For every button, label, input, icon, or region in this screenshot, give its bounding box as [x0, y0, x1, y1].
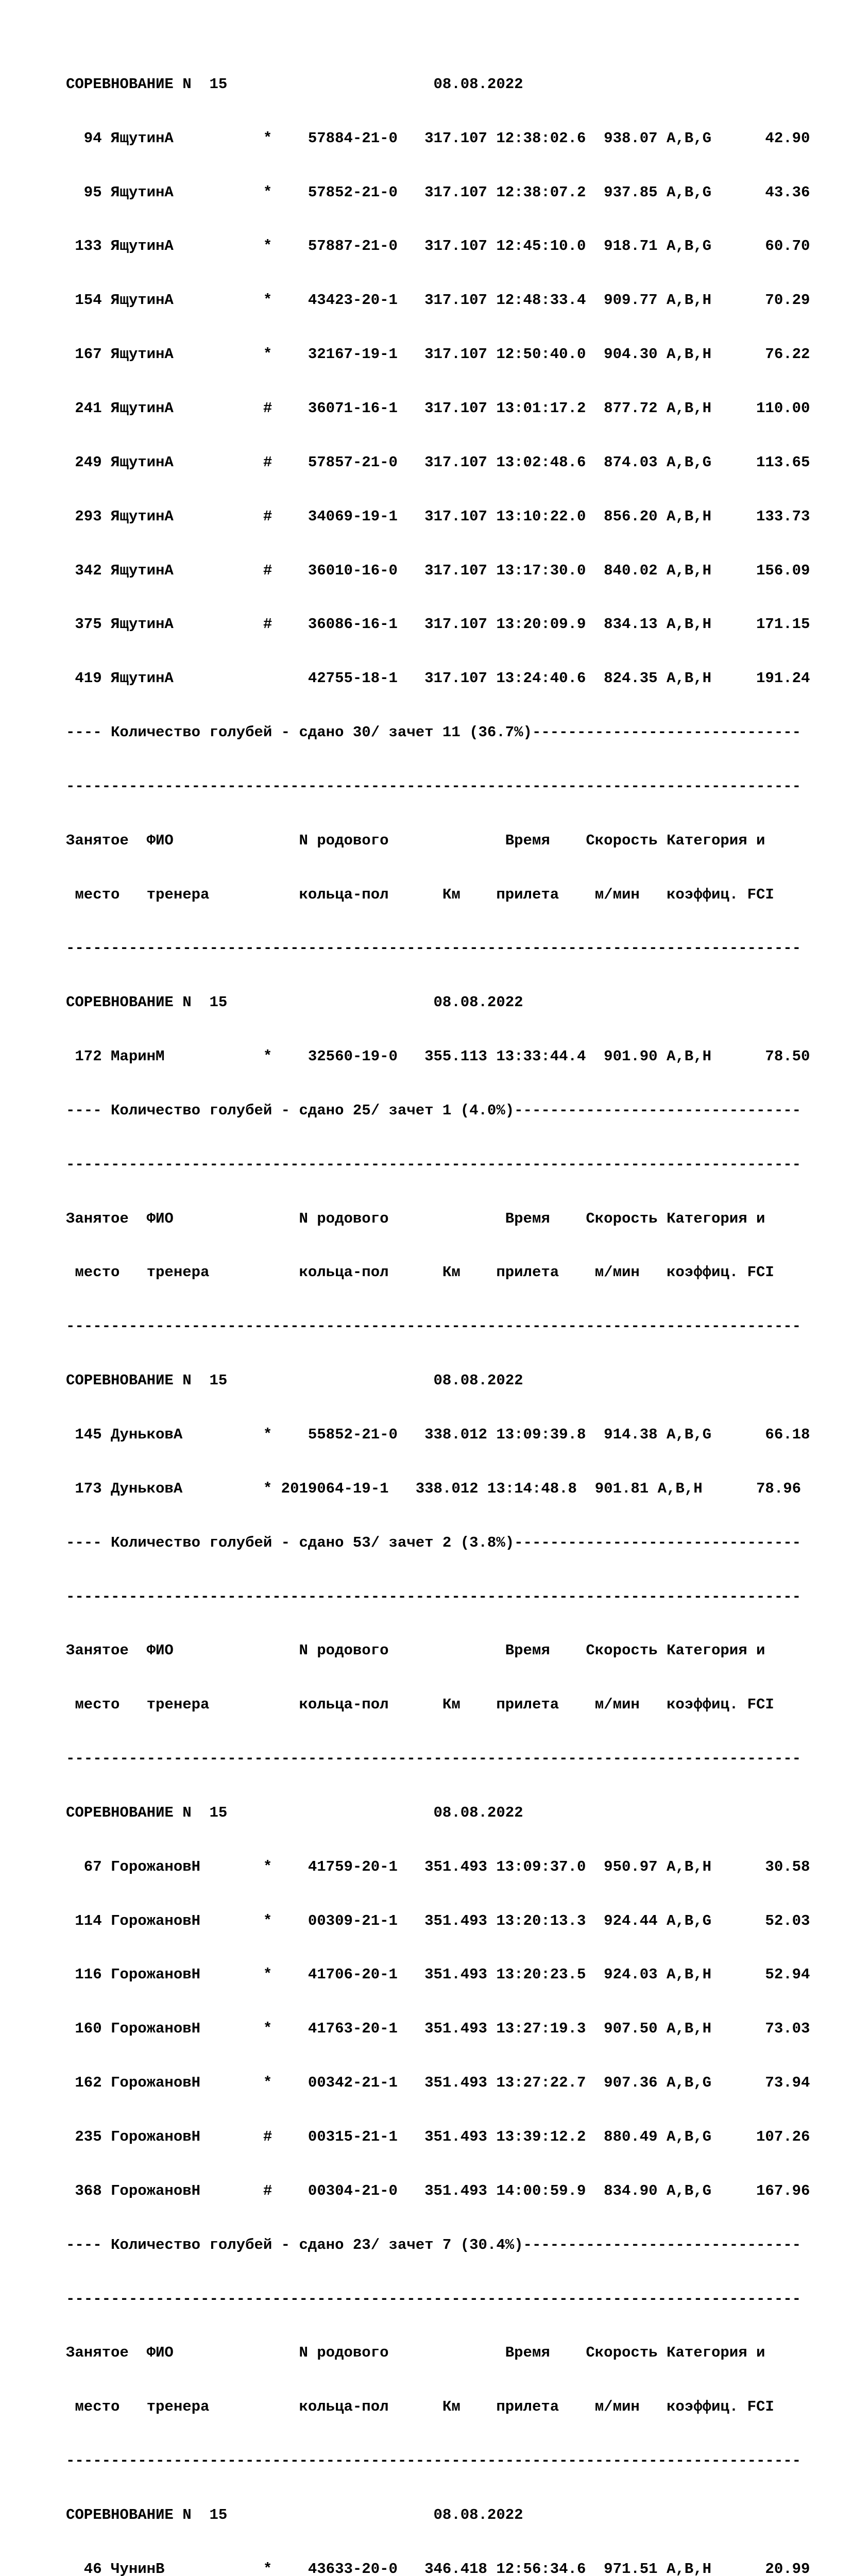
summary-line: ---- Количество голубей - сдано 30/ зачет 11 (36.7%)------------------------------ — [66, 724, 802, 741]
column-header: Занятое ФИО N родового Время Скорость Категория и — [66, 832, 765, 849]
result-row: 95 ЯщутинА * 57852-21-0 317.107 12:38:07.2 937.85 A,B,G 43.36 — [66, 183, 810, 201]
result-row: 293 ЯщутинА # 34069-19-1 317.107 13:10:22.0 856.20 A,B,H 133.73 — [66, 507, 810, 525]
result-row: 249 ЯщутинА # 57857-21-0 317.107 13:02:48.6 874.03 A,B,G 113.65 — [66, 453, 810, 471]
result-row: 133 ЯщутинА * 57887-21-0 317.107 12:45:10.0 918.71 A,B,G 60.70 — [66, 238, 810, 255]
competition-header: СОРЕВНОВАНИЕ N 15 08.08.2022 — [66, 1372, 523, 1389]
results-report — [66, 40, 844, 2576]
separator-line: ---------------------------------------------------------------------------------- — [66, 940, 802, 957]
summary-line: ---- Количество голубей - сдано 23/ зачет 7 (30.4%)------------------------------- — [66, 2236, 802, 2253]
separator-line: ---------------------------------------------------------------------------------- — [66, 1588, 802, 1605]
column-header: место тренера кольца-пол Км прилета м/мин коэффиц. FCI — [66, 2398, 774, 2416]
separator-line: ---------------------------------------------------------------------------------- — [66, 1156, 802, 1173]
result-row: 154 ЯщутинА * 43423-20-1 317.107 12:48:33.4 909.77 A,B,H 70.29 — [66, 292, 810, 309]
competition-header: СОРЕВНОВАНИЕ N 15 08.08.2022 — [66, 2506, 523, 2523]
result-row: 368 ГорожановН # 00304-21-0 351.493 14:00:59.9 834.90 A,B,G 167.96 — [66, 2182, 810, 2199]
result-row: 342 ЯщутинА # 36010-16-0 317.107 13:17:30.0 840.02 A,B,H 156.09 — [66, 562, 810, 579]
result-row: 375 ЯщутинА # 36086-16-1 317.107 13:20:09.9 834.13 A,B,H 171.15 — [66, 616, 810, 633]
competition-header: СОРЕВНОВАНИЕ N 15 08.08.2022 — [66, 994, 523, 1011]
result-row: 235 ГорожановН # 00315-21-1 351.493 13:39:12.2 880.49 A,B,G 107.26 — [66, 2128, 810, 2145]
column-header: Занятое ФИО N родового Время Скорость Категория и — [66, 1642, 765, 1659]
result-row: 172 МаринМ * 32560-19-0 355.113 13:33:44.4 901.90 A,B,H 78.50 — [66, 1048, 810, 1065]
column-header: Занятое ФИО N родового Время Скорость Категория и — [66, 2344, 765, 2362]
result-row: 241 ЯщутинА # 36071-16-1 317.107 13:01:17.2 877.72 A,B,H 110.00 — [66, 399, 810, 417]
result-row: 162 ГорожановН * 00342-21-1 351.493 13:27:22.7 907.36 A,B,G 73.94 — [66, 2074, 810, 2092]
result-row: 145 ДуньковА * 55852-21-0 338.012 13:09:39.8 914.38 A,B,G 66.18 — [66, 1426, 810, 1443]
competition-header: СОРЕВНОВАНИЕ N 15 08.08.2022 — [66, 75, 523, 93]
column-header: место тренера кольца-пол Км прилета м/мин коэффиц. FCI — [66, 1696, 774, 1714]
result-row: 116 ГорожановН * 41706-20-1 351.493 13:20:23.5 924.03 A,B,H 52.94 — [66, 1966, 810, 1984]
result-row: 173 ДуньковА * 2019064-19-1 338.012 13:14:48.8 901.81 A,B,H 78.96 — [66, 1480, 802, 1497]
result-row: 46 ЧунинВ * 43633-20-0 346.418 12:56:34.6 971.51 A,B,H 20.99 — [66, 2560, 810, 2576]
column-header: Занятое ФИО N родового Время Скорость Категория и — [66, 1210, 765, 1227]
summary-line: ---- Количество голубей - сдано 25/ зачет 1 (4.0%)-------------------------------- — [66, 1101, 802, 1119]
summary-line: ---- Количество голубей - сдано 53/ зачет 2 (3.8%)-------------------------------- — [66, 1534, 802, 1551]
separator-line: ---------------------------------------------------------------------------------- — [66, 2290, 802, 2308]
separator-line: ---------------------------------------------------------------------------------- — [66, 777, 802, 795]
result-row: 160 ГорожановН * 41763-20-1 351.493 13:27:19.3 907.50 A,B,H 73.03 — [66, 2020, 810, 2038]
column-header: место тренера кольца-пол Км прилета м/мин коэффиц. FCI — [66, 1264, 774, 1281]
separator-line: ---------------------------------------------------------------------------------- — [66, 1750, 802, 1768]
result-row: 114 ГорожановН * 00309-21-1 351.493 13:20:13.3 924.44 A,B,G 52.03 — [66, 1912, 810, 1929]
competition-header: СОРЕВНОВАНИЕ N 15 08.08.2022 — [66, 1804, 523, 1821]
result-row: 94 ЯщутинА * 57884-21-0 317.107 12:38:02.6 938.07 A,B,G 42.90 — [66, 129, 810, 147]
result-row: 167 ЯщутинА * 32167-19-1 317.107 12:50:40.0 904.30 A,B,H 76.22 — [66, 346, 810, 363]
separator-line: ---------------------------------------------------------------------------------- — [66, 1318, 802, 1335]
result-row: 419 ЯщутинА 42755-18-1 317.107 13:24:40.6 824.35 A,B,H 191.24 — [66, 670, 810, 687]
separator-line: ---------------------------------------------------------------------------------- — [66, 2452, 802, 2470]
result-row: 67 ГорожановН * 41759-20-1 351.493 13:09:37.0 950.97 A,B,H 30.58 — [66, 1858, 810, 1875]
column-header: место тренера кольца-пол Км прилета м/мин коэффиц. FCI — [66, 886, 774, 903]
